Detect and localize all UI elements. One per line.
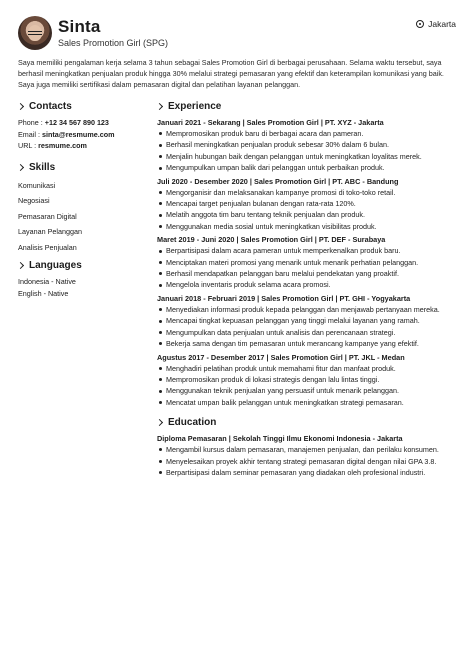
experience-entry [157, 117, 457, 174]
email-value[interactable]: sinta@resmume.com [41, 129, 115, 139]
experience-bullets [157, 363, 457, 409]
bullet-item: Bekerja sama dengan tim pemasaran untuk merancang kampanye yang efektif. [157, 338, 457, 349]
skills-list [18, 178, 148, 256]
location-pin-icon [416, 20, 424, 28]
left-column [18, 100, 148, 299]
chevron-right-icon [156, 103, 163, 110]
bullet-item: Mempromosikan produk di lokasi strategis dengan lalu lintas tinggi. [157, 374, 457, 385]
bullet-item: Mengumpulkan umpan balik dari pelanggan untuk perbaikan produk. [157, 162, 457, 173]
avatar [18, 16, 52, 50]
language-item: English - Native [18, 288, 69, 298]
education-entry-heading: Diploma Pemasaran | Sekolah Tinggi Ilmu Ekonomi Indonesia - Jakarta [157, 434, 403, 444]
candidate-role: Sales Promotion Girl (SPG) [58, 38, 169, 48]
experience-entry [157, 234, 457, 291]
experience-entry-heading: Januari 2021 - Sekarang | Sales Promotion Girl | PT. XYZ - Jakarta [157, 118, 384, 127]
chevron-right-icon [17, 103, 24, 110]
phone-value: +12 34 567 890 123 [44, 118, 109, 127]
bullet-item: Mengorganisir dan melaksanakan kampanye promosi di toko-toko retail. [157, 187, 457, 198]
email-label: Email : [18, 129, 42, 139]
bullet-item: Mengumpulkan data penjualan untuk analisis dan perencanaan strategi. [157, 327, 457, 338]
experience-entry [157, 293, 457, 350]
experience-entry-heading: Agustus 2017 - Desember 2017 | Sales Promotion Girl | PT. JKL - Medan [157, 352, 405, 362]
education-title: Education [168, 417, 217, 429]
location-text: Jakarta [428, 19, 456, 29]
experience-bullets [157, 128, 457, 174]
languages-title: Languages [29, 260, 82, 271]
bullet-item: Mempromosikan produk baru di berbagai acara dan pameran. [157, 128, 457, 139]
bullet-item: Berpartisipasi dalam seminar pemasaran yang diadakan oleh profesional industri. [157, 467, 457, 478]
bullet-item: Menggunakan media sosial untuk meningkatkan visibilitas produk. [157, 221, 457, 232]
experience-bullets [157, 304, 457, 350]
education-entry [157, 433, 457, 478]
experience-entry-heading: Maret 2019 - Juni 2020 | Sales Promotion Girl | PT. DEF - Surabaya [157, 235, 386, 245]
bullet-item: Berhasil meningkatkan penjualan produk sebesar 30% dalam 6 bulan. [157, 139, 457, 150]
bullet-item: Menjalin hubungan baik dengan pelanggan untuk meningkatkan loyalitas merek. [157, 151, 457, 162]
skill-item: Analisis Penjualan [18, 242, 77, 252]
contacts-heading [18, 100, 148, 113]
bullet-item: Menggunakan teknik penjualan yang persuasif untuk menarik pelanggan. [157, 385, 457, 396]
chevron-right-icon [156, 419, 163, 426]
education-bullets [157, 444, 457, 478]
experience-entry-heading: Juli 2020 - Desember 2020 | Sales Promotion Girl | PT. ABC - Bandung [157, 176, 399, 186]
bullet-item: Berhasil mendapatkan pelanggan baru melalui pendekatan yang proaktif. [157, 268, 457, 279]
candidate-name: Sinta [58, 17, 101, 36]
summary: Saya memiliki pengalaman kerja selama 3 tahun sebagai Sales Promotion Girl di berbagai perusahaan. Selama waktu tersebut, saya berhasil meningkatkan penjualan produk hingga 30% melalui strategi pemasaran yang efektif dan keterampilan komunikasi yang baik. Saya juga memiliki sertifikasi dalam pemasaran digital dan pelatihan layanan pelanggan. [18, 58, 444, 89]
chevron-right-icon [17, 163, 24, 170]
bullet-item: Mencapai tingkat kepuasan pelanggan yang tinggi melalui layanan yang ramah. [157, 315, 457, 326]
phone-label: Phone : [18, 118, 45, 127]
bullet-item: Menyediakan informasi produk kepada pelanggan dan menjawab pertanyaan mereka. [157, 304, 457, 315]
experience-entry [157, 352, 457, 409]
languages-heading [18, 259, 148, 272]
experience-entry [157, 176, 457, 233]
experience-entry-heading: Januari 2018 - Februari 2019 | Sales Promotion Girl | PT. GHI - Yogyakarta [157, 293, 411, 303]
bullet-item: Mengambil kursus dalam pemasaran, manajemen penjualan, dan perilaku konsumen. [157, 444, 457, 455]
language-item: Indonesia - Native [18, 277, 76, 286]
location [416, 19, 456, 29]
skill-item: Layanan Pelanggan [18, 227, 82, 236]
email-line [18, 129, 148, 141]
right-column [157, 100, 457, 480]
bullet-item: Berpartisipasi dalam acara pameran untuk memperkenalkan produk baru. [157, 245, 457, 256]
skills-heading [18, 161, 148, 174]
skill-item: Pemasaran Digital [18, 211, 77, 221]
phone-line [18, 117, 148, 129]
avatar-glasses [28, 31, 42, 35]
bullet-item: Menyelesaikan proyek akhir tentang strategi pemasaran digital dengan nilai GPA 3.8. [157, 456, 457, 467]
bullet-item: Melatih anggota tim baru tentang teknik penjualan dan produk. [157, 209, 457, 220]
bullet-item: Mencatat umpan balik pelanggan untuk meningkatkan strategi pemasaran. [157, 397, 457, 408]
url-label: URL : [18, 141, 39, 150]
bullet-item: Menciptakan materi promosi yang menarik untuk menarik perhatian pelanggan. [157, 257, 457, 268]
experience-bullets [157, 187, 457, 233]
skill-item: Komunikasi [18, 180, 56, 190]
experience-title: Experience [168, 101, 222, 112]
contacts-title: Contacts [29, 101, 72, 112]
bullet-item: Menghadiri pelatihan produk untuk memahami fitur dan manfaat produk. [157, 363, 457, 374]
bullet-item: Mengelola inventaris produk selama acara promosi. [157, 279, 457, 290]
experience-heading [157, 100, 457, 113]
skills-title: Skills [29, 161, 56, 173]
skill-item: Negosiasi [18, 196, 50, 205]
chevron-right-icon [17, 262, 24, 269]
url-line [18, 140, 148, 152]
bullet-item: Mencapai target penjualan bulanan dengan rata-rata 120%. [157, 198, 457, 209]
experience-bullets [157, 245, 457, 291]
education-heading [157, 416, 457, 429]
url-value[interactable]: resmume.com [38, 141, 87, 150]
